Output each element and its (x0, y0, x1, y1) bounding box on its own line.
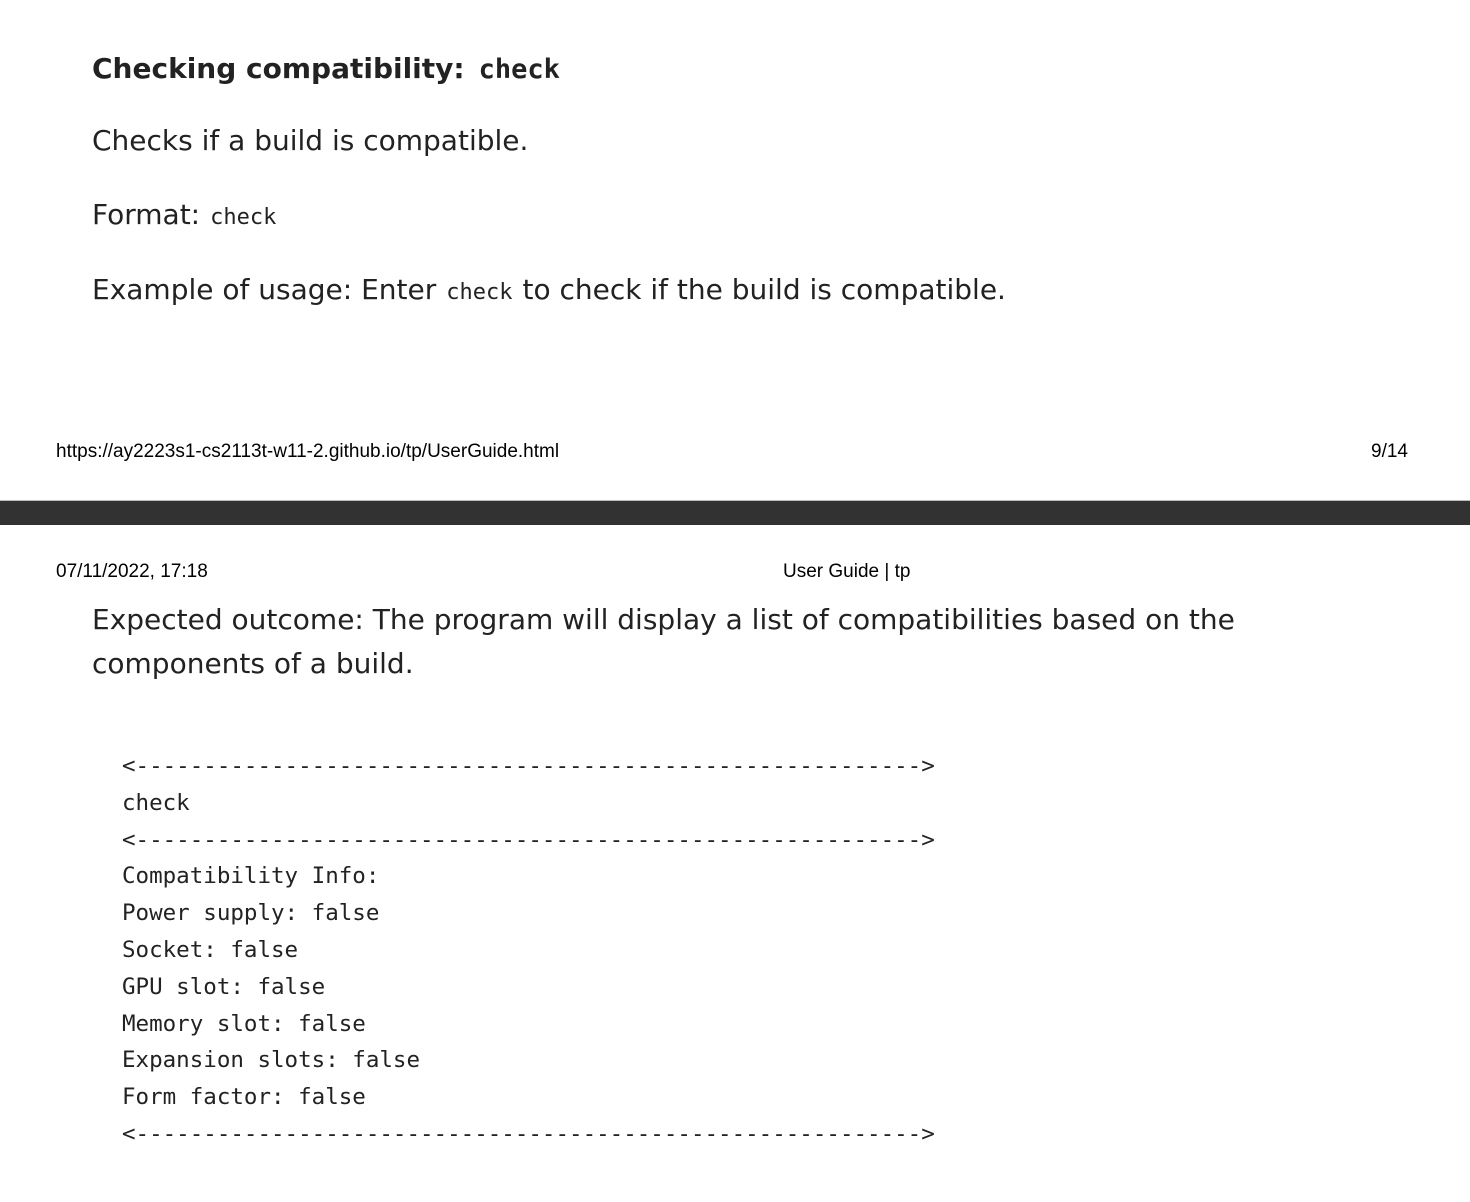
page-header-datetime: 07/11/2022, 17:18 (56, 561, 208, 582)
format-label: Format: (92, 198, 201, 231)
code-line: Power supply: false (122, 900, 380, 927)
format-code: check (210, 205, 277, 230)
page-separator (0, 500, 1470, 525)
code-line: Expansion slots: false (122, 1047, 421, 1074)
page-number: 9/14 (1371, 441, 1408, 462)
section-description: Checks if a build is compatible. (92, 124, 529, 157)
section-heading-code: check (478, 54, 560, 85)
example-prefix: Example of usage: Enter (92, 273, 437, 306)
code-line: Socket: false (122, 936, 299, 963)
page-header-title: User Guide | tp (783, 561, 911, 582)
code-line: check (122, 789, 190, 816)
example-line (92, 273, 1006, 306)
section-heading-text: Checking compatibility: (92, 52, 465, 85)
expected-outcome: Expected outcome: The program will display a list of compatibilities based on the components of a build. (92, 603, 1235, 680)
example-suffix: to check if the build is compatible. (522, 273, 1006, 306)
section-heading (92, 52, 560, 85)
example-code: check (446, 280, 513, 305)
format-line (92, 198, 286, 231)
code-line: Memory slot: false (122, 1010, 366, 1037)
code-line: Compatibility Info: (122, 863, 380, 890)
code-line: <----------------------------------------------------------> (122, 1120, 935, 1147)
code-line: GPU slot: false (122, 973, 326, 1000)
code-line: <----------------------------------------------------------> (122, 826, 935, 853)
code-line: Form factor: false (122, 1084, 366, 1111)
code-block (122, 748, 935, 1153)
page-footer-url: https://ay2223s1-cs2113t-w11-2.github.io/tp/UserGuide.html (56, 441, 560, 462)
code-line: <----------------------------------------------------------> (122, 753, 935, 779)
